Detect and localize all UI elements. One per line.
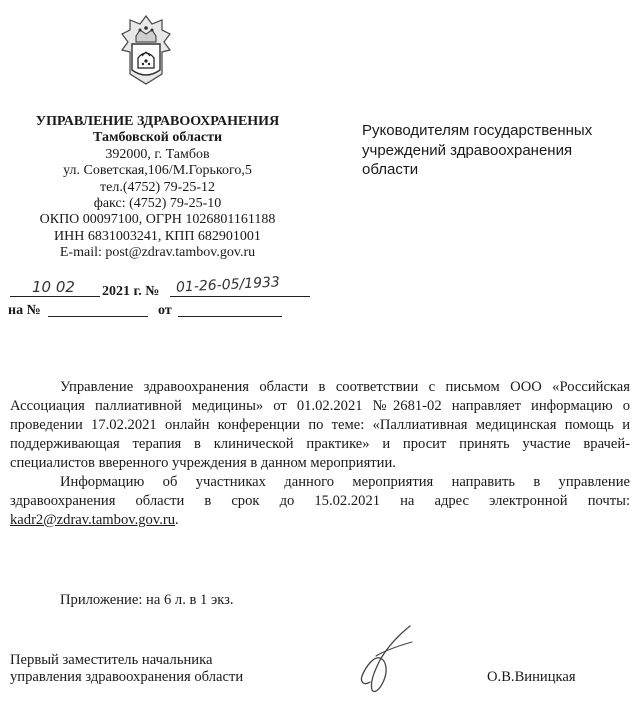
letter-body	[10, 378, 630, 530]
from-label: от	[158, 303, 172, 318]
handwritten-date: 10 02	[32, 278, 75, 296]
year-label: 2021 г. №	[102, 284, 160, 299]
body-paragraph-1: Управление здравоохранения области в соответствии с письмом ООО «Российская Ассоциация паллиативной медицины» от 01.02.2021 №2681-02 направляет информацию о проведении 17.02.2021 онлайн конференции по теме: «Паллиативная медицинская помощь и поддерживающая терапия в клинической практике» и просит принять участие врачей-специалистов вверенного учреждения в данном мероприятии.	[10, 379, 630, 471]
body-paragraph-2	[10, 473, 630, 530]
registration-block	[8, 274, 308, 320]
from-underline	[178, 302, 282, 317]
org-name: УПРАВЛЕНИЕ ЗДРАВООХРАНЕНИЯ	[35, 114, 280, 129]
email-link[interactable]: kadr2@zdrav.tambov.gov.ru	[10, 512, 175, 528]
body-paragraph-2-end: .	[175, 512, 179, 528]
handwritten-number: 01-26-05/1933	[175, 274, 281, 296]
handwritten-signature	[340, 620, 430, 700]
org-email: E-mail: post@zdrav.tambov.gov.ru	[59, 245, 256, 261]
coat-of-arms-emblem	[118, 14, 174, 86]
org-inn: ИНН 6831003241, КПП 682901001	[54, 228, 261, 244]
addressee: Руководителям государственных учреждений здравоохранения области	[362, 122, 593, 178]
org-region: Тамбовской области	[92, 130, 223, 146]
attachment-note: Приложение: на 6 л. в 1 экз.	[60, 592, 234, 608]
org-phone: тел.(4752) 79-25-12	[100, 179, 215, 195]
signer-position	[10, 652, 243, 686]
sender-header	[10, 114, 305, 262]
ref-underline	[48, 302, 148, 317]
position-line-2: управления здравоохранения области	[10, 669, 244, 685]
org-fax: факс: (4752) 79-25-10	[93, 196, 222, 212]
signer-name: О.В.Виницкая	[487, 669, 576, 685]
body-paragraph-2-text: Информацию об участниках данного мероприятия направить в управление здравоохранения области в срок до 15.02.2021 на адрес электронной почты:	[10, 474, 630, 509]
ref-label: на №	[8, 303, 41, 318]
org-postal: 392000, г. Тамбов	[105, 146, 210, 162]
org-street: ул. Советская,106/М.Горького,5	[63, 163, 252, 179]
org-okpo: ОКПО 00097100, ОГРН 1026801161188	[39, 212, 276, 228]
position-line-1: Первый заместитель начальника	[10, 652, 213, 668]
